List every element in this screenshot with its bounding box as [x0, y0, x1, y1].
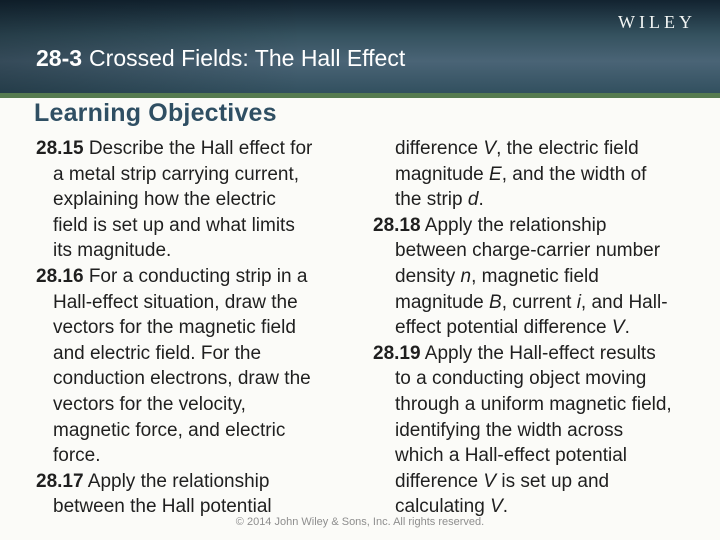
objective-line: force.: [53, 445, 101, 467]
objective-line: identifying the width across: [395, 419, 624, 441]
objective-line: explaining how the electric: [53, 189, 276, 211]
objective-line: calculating V.: [395, 496, 509, 518]
objective-line: and electric field. For the: [53, 342, 262, 364]
objective-line: effect potential difference V.: [395, 317, 630, 339]
learning-objectives-heading: Learning Objectives: [34, 99, 277, 127]
objective-line: 28.19 Apply the Hall-effect results: [373, 342, 656, 364]
objective-line: vectors for the magnetic field: [53, 317, 296, 339]
objective-line: density n, magnetic field: [395, 265, 599, 287]
objective-line: which a Hall-effect potential: [395, 445, 627, 467]
objectives-column-left: [36, 136, 312, 520]
objective-line: difference V, the electric field: [395, 138, 639, 159]
objective-line: through a uniform magnetic field,: [395, 393, 672, 415]
objective-line: vectors for the velocity,: [53, 393, 246, 415]
objective-line: between charge-carrier number: [395, 240, 661, 262]
objective-line: magnetic force, and electric: [53, 419, 286, 441]
slide-title-text: Crossed Fields: The Hall Effect: [89, 45, 406, 71]
objective-line: 28.17 Apply the relationship: [36, 470, 270, 492]
objective-line: 28.15 Describe the Hall effect for: [36, 138, 313, 159]
slide-title: [36, 45, 405, 72]
objective-line: to a conducting object moving: [395, 368, 647, 390]
section-number: 28-3: [36, 45, 83, 71]
objective-line: field is set up and what limits: [53, 214, 295, 236]
objective-line: magnitude B, current i, and Hall-: [395, 291, 668, 313]
objective-line: difference V is set up and: [395, 470, 610, 492]
objective-line: magnitude E, and the width of: [395, 163, 647, 185]
wiley-logo: WILEY: [618, 12, 696, 32]
objective-line: its magnitude.: [53, 240, 172, 262]
objective-line: the strip d.: [395, 189, 484, 211]
objective-line: conduction electrons, draw the: [53, 368, 311, 390]
objective-line: 28.16 For a conducting strip in a: [36, 265, 308, 287]
accent-bar: [0, 93, 720, 98]
slide-header: [0, 0, 720, 93]
copyright-footer: © 2014 John Wiley & Sons, Inc. All rights reserved.: [235, 516, 485, 528]
objective-line: Hall-effect situation, draw the: [53, 291, 298, 313]
objectives-column-right: [373, 136, 672, 520]
objective-line: a metal strip carrying current,: [53, 163, 300, 185]
objective-line: between the Hall potential: [53, 496, 272, 518]
objective-line: 28.18 Apply the relationship: [373, 214, 607, 236]
